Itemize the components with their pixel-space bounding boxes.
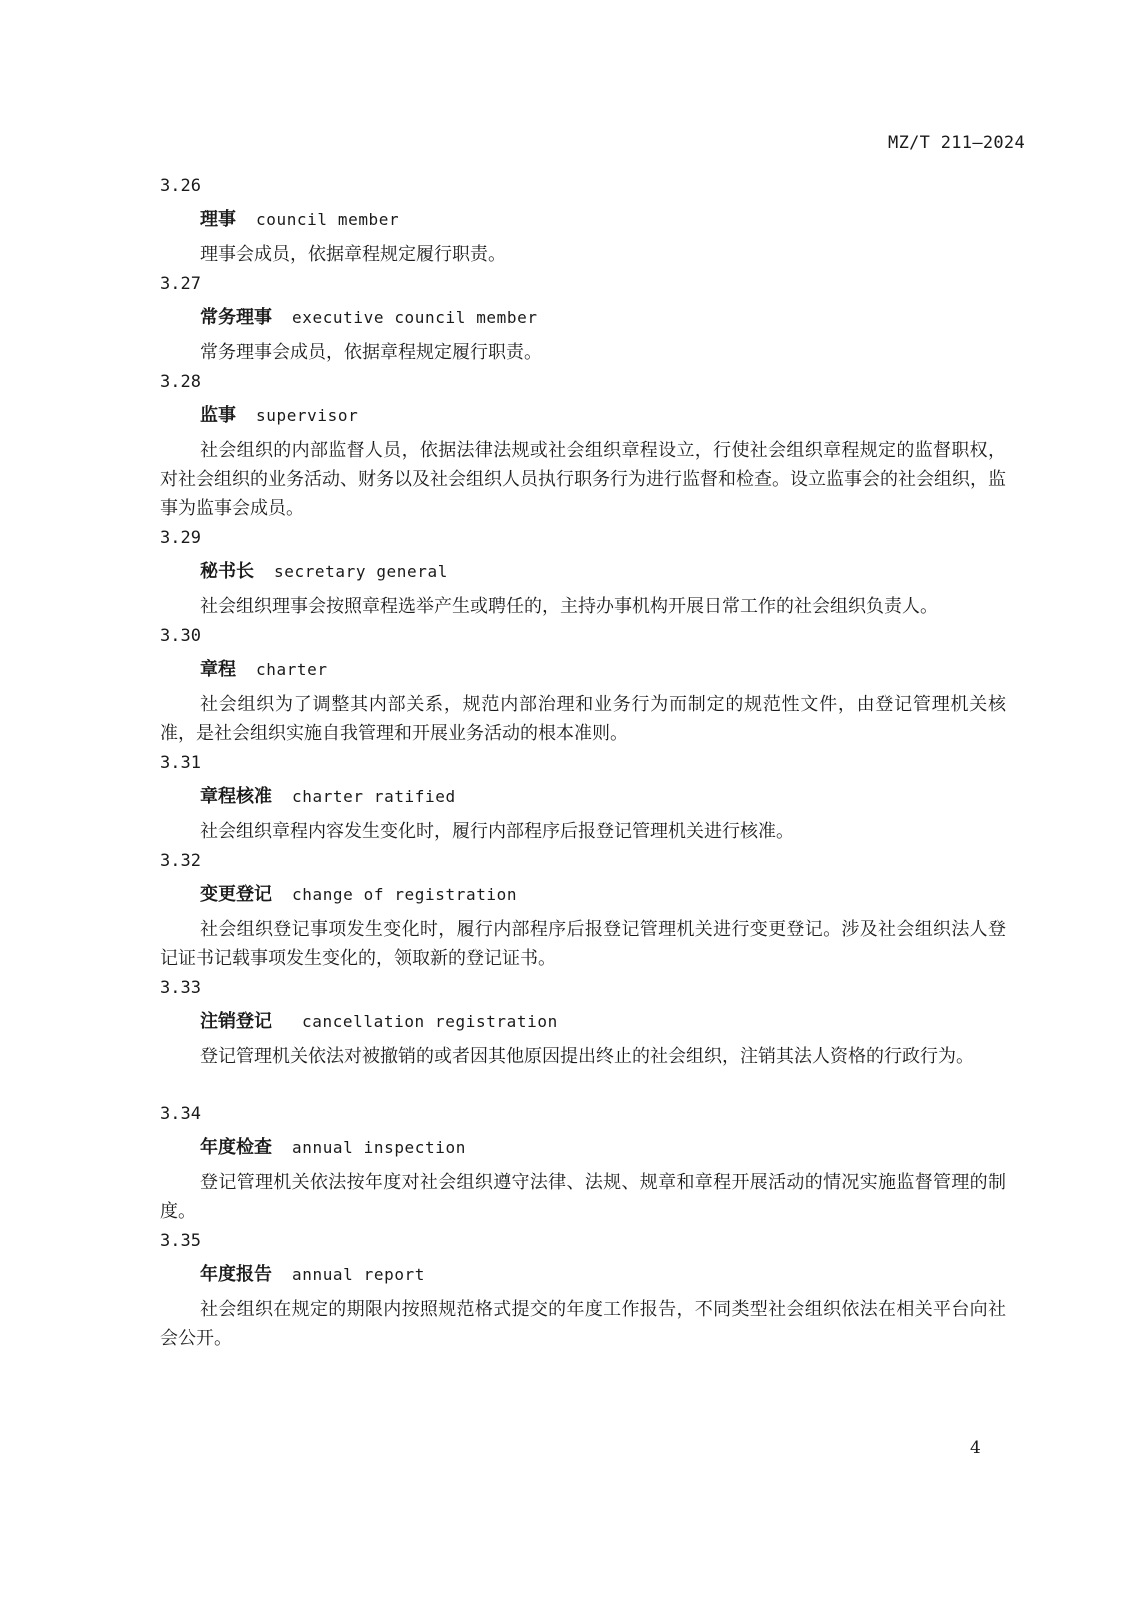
term-number: 3.29 bbox=[160, 528, 201, 548]
term-entry bbox=[0, 621, 1131, 748]
term-chinese: 常务理事 bbox=[200, 307, 272, 328]
term-definition: 社会组织在规定的期限内按照规范格式提交的年度工作报告，不同类型社会组织依法在相关平台向社会公开。 bbox=[160, 1299, 1006, 1349]
term-english: executive council member bbox=[292, 308, 538, 327]
term-definition: 社会组织章程内容发生变化时，履行内部程序后报登记管理机关进行核准。 bbox=[200, 821, 794, 842]
term-english: charter ratified bbox=[292, 787, 456, 806]
term-chinese: 监事 bbox=[200, 405, 236, 426]
term-chinese: 章程 bbox=[200, 659, 236, 680]
term-chinese: 年度检查 bbox=[200, 1137, 272, 1158]
term-english: annual report bbox=[292, 1265, 426, 1284]
term-english: cancellation registration bbox=[302, 1012, 558, 1031]
term-heading bbox=[200, 876, 1131, 913]
term-chinese: 年度报告 bbox=[200, 1264, 272, 1285]
term-definition: 登记管理机关依法按年度对社会组织遵守法律、法规、规章和章程开展活动的情况实施监督管理的制度。 bbox=[160, 1172, 1006, 1222]
page-number: 4 bbox=[970, 1438, 981, 1458]
term-number: 3.30 bbox=[160, 626, 201, 646]
term-english: council member bbox=[256, 210, 400, 229]
term-chinese: 理事 bbox=[200, 209, 236, 230]
term-heading bbox=[200, 1003, 1131, 1040]
term-definition: 登记管理机关依法对被撤销的或者因其他原因提出终止的社会组织，注销其法人资格的行政行为。 bbox=[200, 1046, 974, 1067]
term-chinese: 秘书长 bbox=[200, 561, 254, 582]
term-number: 3.35 bbox=[160, 1231, 201, 1251]
term-number: 3.32 bbox=[160, 851, 201, 871]
term-entry bbox=[0, 523, 1131, 621]
term-english: annual inspection bbox=[292, 1138, 466, 1157]
term-heading bbox=[200, 201, 1131, 238]
term-entry bbox=[0, 367, 1131, 523]
term-english: secretary general bbox=[274, 562, 448, 581]
term-chinese: 章程核准 bbox=[200, 786, 272, 807]
term-entry bbox=[0, 1226, 1131, 1353]
standard-code: MZ/T 211—2024 bbox=[888, 133, 1025, 153]
term-english: charter bbox=[256, 660, 328, 679]
term-entry bbox=[0, 1099, 1131, 1226]
term-definition: 社会组织登记事项发生变化时，履行内部程序后报登记管理机关进行变更登记。涉及社会组织法人登记证书记载事项发生变化的，领取新的登记证书。 bbox=[160, 919, 1006, 969]
term-entry bbox=[0, 973, 1131, 1099]
term-definition: 常务理事会成员，依据章程规定履行职责。 bbox=[200, 342, 542, 363]
term-heading bbox=[200, 553, 1131, 590]
term-heading bbox=[200, 299, 1131, 336]
term-entry bbox=[0, 748, 1131, 846]
term-english: change of registration bbox=[292, 885, 518, 904]
term-entry bbox=[0, 171, 1131, 269]
term-definition: 社会组织理事会按照章程选举产生或聘任的，主持办事机构开展日常工作的社会组织负责人。 bbox=[200, 596, 938, 617]
term-number: 3.27 bbox=[160, 274, 201, 294]
term-definition: 社会组织的内部监督人员，依据法律法规或社会组织章程设立，行使社会组织章程规定的监督职权，对社会组织的业务活动、财务以及社会组织人员执行职务行为进行监督和检查。设立监事会的社会组织，监事为监事会成员。 bbox=[160, 440, 1006, 519]
term-heading bbox=[200, 397, 1131, 434]
term-number: 3.34 bbox=[160, 1104, 201, 1124]
term-number: 3.26 bbox=[160, 176, 201, 196]
term-entry bbox=[0, 269, 1131, 367]
term-heading bbox=[200, 778, 1131, 815]
term-number: 3.31 bbox=[160, 753, 201, 773]
term-heading bbox=[200, 651, 1131, 688]
term-english: supervisor bbox=[256, 406, 359, 425]
term-chinese: 变更登记 bbox=[200, 884, 272, 905]
term-definition: 社会组织为了调整其内部关系，规范内部治理和业务行为而制定的规范性文件，由登记管理机关核准，是社会组织实施自我管理和开展业务活动的根本准则。 bbox=[160, 694, 1006, 744]
term-number: 3.28 bbox=[160, 372, 201, 392]
term-heading bbox=[200, 1129, 1131, 1166]
term-heading bbox=[200, 1256, 1131, 1293]
term-chinese: 注销登记 bbox=[200, 1011, 272, 1032]
term-number: 3.33 bbox=[160, 978, 201, 998]
term-definition: 理事会成员，依据章程规定履行职责。 bbox=[200, 244, 506, 265]
term-entry bbox=[0, 846, 1131, 973]
terms-list bbox=[0, 171, 1131, 1353]
